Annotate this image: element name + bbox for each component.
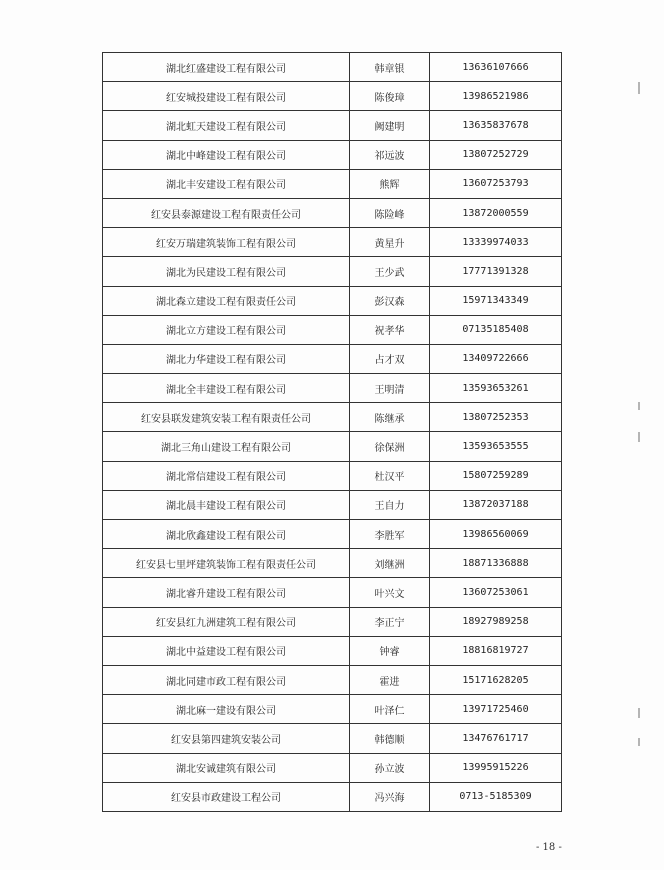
contact-person-cell: 祁远波 (350, 140, 430, 169)
phone-number-cell: 13339974033 (430, 228, 562, 257)
phone-number-cell: 13872037188 (430, 490, 562, 519)
phone-number-cell: 13607253793 (430, 169, 562, 198)
contact-person-cell: 杜汉平 (350, 461, 430, 490)
contact-person-cell: 王少武 (350, 257, 430, 286)
table-row (103, 53, 562, 82)
company-name-cell: 湖北丰安建设工程有限公司 (103, 169, 350, 198)
phone-number-cell: 15971343349 (430, 286, 562, 315)
phone-number-cell: 07135185408 (430, 315, 562, 344)
table-row (103, 782, 562, 811)
table-row (103, 374, 562, 403)
table-row (103, 695, 562, 724)
scan-mark (638, 82, 640, 94)
company-name-cell: 红安县泰源建设工程有限责任公司 (103, 198, 350, 227)
table-row (103, 607, 562, 636)
company-contact-table (102, 52, 562, 812)
contact-person-cell: 徐保洲 (350, 432, 430, 461)
company-name-cell: 红安城投建设工程有限公司 (103, 82, 350, 111)
phone-number-cell: 13986521986 (430, 82, 562, 111)
table-row (103, 82, 562, 111)
table-row (103, 636, 562, 665)
table-row (103, 344, 562, 373)
company-name-cell: 湖北安诚建筑有限公司 (103, 753, 350, 782)
table-row (103, 403, 562, 432)
table-row (103, 461, 562, 490)
table-row (103, 198, 562, 227)
company-name-cell: 红安县七里坪建筑装饰工程有限责任公司 (103, 549, 350, 578)
company-name-cell: 湖北中益建设工程有限公司 (103, 636, 350, 665)
contact-person-cell: 阙建明 (350, 111, 430, 140)
phone-number-cell: 18816819727 (430, 636, 562, 665)
table-row (103, 228, 562, 257)
phone-number-cell: 13971725460 (430, 695, 562, 724)
contact-person-cell: 占才双 (350, 344, 430, 373)
scan-mark (638, 738, 640, 746)
table-row (103, 111, 562, 140)
contact-person-cell: 熊辉 (350, 169, 430, 198)
company-name-cell: 湖北立方建设工程有限公司 (103, 315, 350, 344)
table-row (103, 257, 562, 286)
phone-number-cell: 13995915226 (430, 753, 562, 782)
contact-person-cell: 李胜军 (350, 520, 430, 549)
company-name-cell: 红安县第四建筑安装公司 (103, 724, 350, 753)
table-row (103, 140, 562, 169)
phone-number-cell: 18871336888 (430, 549, 562, 578)
contact-person-cell: 韩章银 (350, 53, 430, 82)
contact-person-cell: 王明清 (350, 374, 430, 403)
contact-person-cell: 陈险峰 (350, 198, 430, 227)
company-name-cell: 湖北睿升建设工程有限公司 (103, 578, 350, 607)
table-row (103, 753, 562, 782)
table-row (103, 169, 562, 198)
scan-mark (638, 708, 640, 718)
phone-number-cell: 13635837678 (430, 111, 562, 140)
company-name-cell: 湖北同建市政工程有限公司 (103, 665, 350, 694)
contact-person-cell: 陈俊璋 (350, 82, 430, 111)
contact-person-cell: 刘继洲 (350, 549, 430, 578)
phone-number-cell: 13593653261 (430, 374, 562, 403)
company-name-cell: 湖北为民建设工程有限公司 (103, 257, 350, 286)
company-name-cell: 红安县红九洲建筑工程有限公司 (103, 607, 350, 636)
contact-person-cell: 祝孝华 (350, 315, 430, 344)
table-row (103, 432, 562, 461)
company-name-cell: 湖北全丰建设工程有限公司 (103, 374, 350, 403)
phone-number-cell: 13807252353 (430, 403, 562, 432)
phone-number-cell: 13872000559 (430, 198, 562, 227)
company-name-cell: 湖北晨丰建设工程有限公司 (103, 490, 350, 519)
contact-person-cell: 王自力 (350, 490, 430, 519)
contact-person-cell: 冯兴海 (350, 782, 430, 811)
contact-person-cell: 叶泽仁 (350, 695, 430, 724)
phone-number-cell: 13636107666 (430, 53, 562, 82)
contact-person-cell: 孙立波 (350, 753, 430, 782)
phone-number-cell: 15807259289 (430, 461, 562, 490)
company-name-cell: 湖北虹天建设工程有限公司 (103, 111, 350, 140)
company-name-cell: 湖北欣鑫建设工程有限公司 (103, 520, 350, 549)
company-name-cell: 湖北常信建设工程有限公司 (103, 461, 350, 490)
table-row (103, 578, 562, 607)
contact-person-cell: 陈继承 (350, 403, 430, 432)
phone-number-cell: 13409722666 (430, 344, 562, 373)
phone-number-cell: 0713-5185309 (430, 782, 562, 811)
contact-person-cell: 叶兴文 (350, 578, 430, 607)
company-name-cell: 红安万瑞建筑装饰工程有限公司 (103, 228, 350, 257)
phone-number-cell: 18927989258 (430, 607, 562, 636)
table-body (103, 53, 562, 812)
table-row (103, 315, 562, 344)
contact-person-cell: 黄星升 (350, 228, 430, 257)
phone-number-cell: 13986560069 (430, 520, 562, 549)
phone-number-cell: 15171628205 (430, 665, 562, 694)
phone-number-cell: 13476761717 (430, 724, 562, 753)
table-row (103, 665, 562, 694)
contact-person-cell: 彭汉森 (350, 286, 430, 315)
table-row (103, 724, 562, 753)
table-row (103, 520, 562, 549)
contact-person-cell: 韩德顺 (350, 724, 430, 753)
phone-number-cell: 17771391328 (430, 257, 562, 286)
phone-number-cell: 13807252729 (430, 140, 562, 169)
table-row (103, 549, 562, 578)
company-name-cell: 红安县联发建筑安装工程有限责任公司 (103, 403, 350, 432)
company-name-cell: 湖北力华建设工程有限公司 (103, 344, 350, 373)
contact-person-cell: 钟睿 (350, 636, 430, 665)
page-number: - 18 - (536, 842, 562, 853)
company-name-cell: 湖北森立建设工程有限责任公司 (103, 286, 350, 315)
scan-mark (638, 402, 640, 410)
company-name-cell: 湖北麻一建设有限公司 (103, 695, 350, 724)
scan-mark (638, 432, 640, 442)
contact-person-cell: 霍进 (350, 665, 430, 694)
phone-number-cell: 13593653555 (430, 432, 562, 461)
company-name-cell: 红安县市政建设工程公司 (103, 782, 350, 811)
table-row (103, 286, 562, 315)
company-name-cell: 湖北三角山建设工程有限公司 (103, 432, 350, 461)
phone-number-cell: 13607253061 (430, 578, 562, 607)
company-name-cell: 湖北红盛建设工程有限公司 (103, 53, 350, 82)
company-name-cell: 湖北中峰建设工程有限公司 (103, 140, 350, 169)
table-row (103, 490, 562, 519)
contact-person-cell: 李正宁 (350, 607, 430, 636)
